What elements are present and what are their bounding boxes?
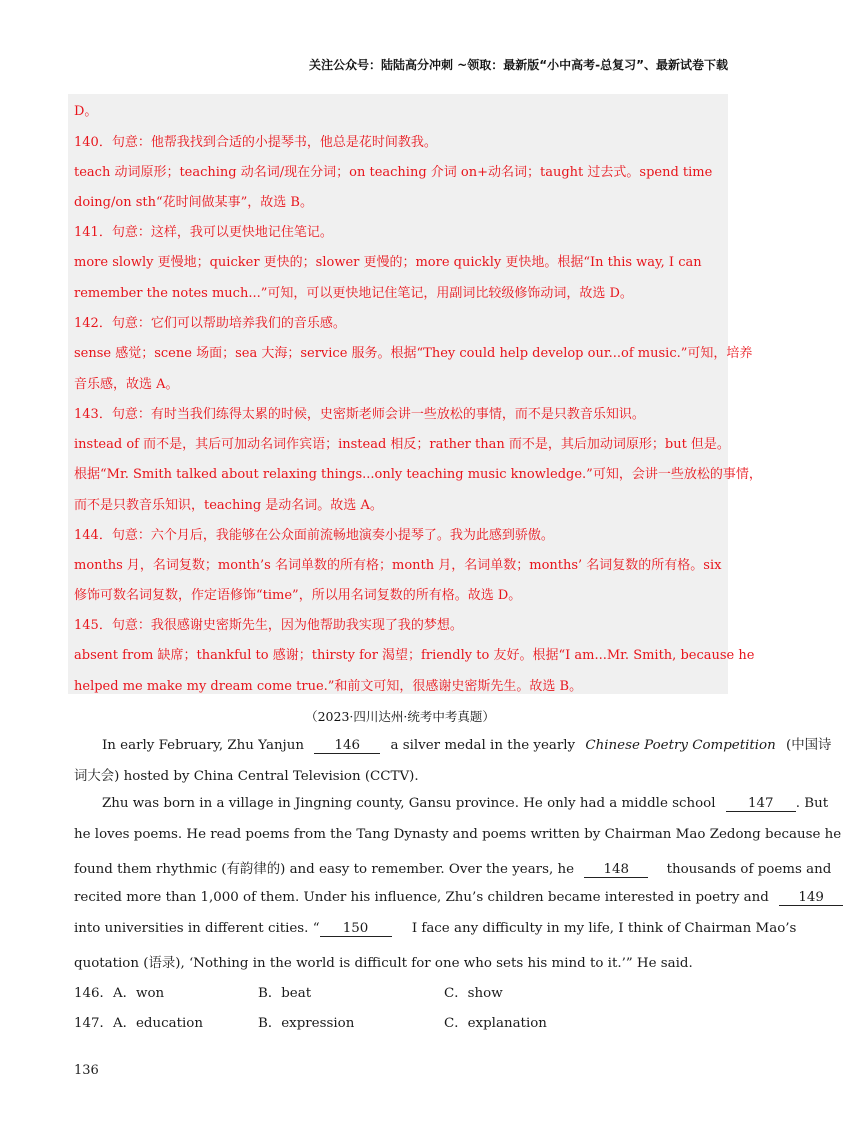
answer-line: remember the notes much...”可知，可以更快地记住笔记，用副词比较级修饰动词，故选 D。 [74, 286, 633, 301]
passage-line-8: quotation (语录), ‘Nothing in the world is difficult for one who sets his mind to it.’” He said. [74, 956, 693, 971]
passage-line-1 [102, 734, 831, 754]
answer-line: 143．句意：有时当我们练得太累的时候，史密斯老师会讲一些放松的事情，而不是只教音乐知识。 [74, 407, 645, 422]
answer-line: helped me make my dream come true.”和前文可知，很感谢史密斯先生。故选 B。 [74, 679, 583, 694]
blank-148: 148 [584, 862, 648, 878]
passage-text: found them rhythmic (有韵律的) and easy to remember. Over the years, he [74, 862, 575, 877]
passage-text: In early February, Zhu Yanjun [102, 738, 304, 753]
answer-line: absent from 缺席；thankful to 感谢；thirsty for 渴望；friendly to 友好。根据“I am...Mr. Smith, because he [74, 648, 755, 663]
blank-150: 150 [320, 921, 392, 937]
answer-line: 修饰可数名词复数，作定语修饰“time”，所以用名词复数的所有格。故选 D。 [74, 588, 522, 603]
answer-line: more slowly 更慢地；quicker 更快的；slower 更慢的；more quickly 更快地。根据“In this way, I can [74, 255, 702, 270]
passage-text: into universities in different cities. “ [74, 921, 320, 936]
option-b[interactable]: B．beat [258, 986, 312, 1001]
answer-line: 142．句意：它们可以帮助培养我们的音乐感。 [74, 316, 346, 331]
blank-149: 149 [779, 890, 843, 906]
blank-146: 146 [314, 738, 380, 754]
passage-line-3 [102, 796, 828, 812]
answer-line: months 月，名词复数；month’s 名词单数的所有格；month 月，名词单数；months’ 名词复数的所有格。six [74, 558, 722, 573]
passage-line-7 [74, 921, 796, 937]
answer-line: 而不是只教音乐知识，teaching 是动名词。故选 A。 [74, 498, 383, 513]
exam-source: （2023·四川达州·统考中考真题） [305, 709, 495, 724]
answer-explanations-block [68, 94, 728, 694]
passage-text: thousands of poems and [666, 862, 832, 877]
answer-line: 音乐感，故选 A。 [74, 377, 179, 392]
answer-line: doing/on sth“花时间做某事”，故选 B。 [74, 195, 313, 210]
passage-line-5 [74, 858, 831, 878]
answer-line: teach 动词原形；teaching 动名词/现在分词；on teaching 介词 on+动名词；taught 过去式。spend time [74, 165, 713, 180]
answer-line: sense 感觉；scene 场面；sea 大海；service 服务。根据“They could help develop our...of music.”可知，培养 [74, 346, 753, 361]
competition-name: Chinese Poetry Competition [585, 738, 776, 753]
answer-line: instead of 而不是，其后可加动名词作宾语；instead 相反；rather than 而不是，其后加动词原形；but 但是。 [74, 437, 730, 452]
answer-line: 145．句意：我很感谢史密斯先生，因为他帮助我实现了我的梦想。 [74, 618, 463, 633]
blank-147: 147 [726, 796, 796, 812]
passage-line-6 [74, 890, 843, 906]
passage-line-2: 词大会) hosted by China Central Television (CCTV). [74, 769, 419, 784]
passage-line-4: he loves poems. He read poems from the Tang Dynasty and poems written by Chairman Mao Zedong because he [74, 827, 842, 842]
passage-text: recited more than 1,000 of them. Under his influence, Zhu’s children became interested in poetry and [74, 890, 769, 905]
option-b[interactable]: B．expression [258, 1016, 355, 1031]
option-c[interactable]: C．show [444, 986, 503, 1001]
answer-line: 141．句意：这样，我可以更快地记住笔记。 [74, 225, 333, 240]
page-header: 关注公众号：陆陆高分冲刺 ~领取：最新版“小中高考-总复习”、最新试卷下载 [309, 58, 728, 72]
option-a[interactable]: 147．A．education [74, 1016, 203, 1031]
answer-line: 144．句意：六个月后，我能够在公众面前流畅地演奏小提琴了。我为此感到骄傲。 [74, 528, 554, 543]
answer-line: 140．句意：他帮我找到合适的小提琴书，他总是花时间教我。 [74, 135, 437, 150]
option-c[interactable]: C．explanation [444, 1016, 547, 1031]
answer-line: 根据“Mr. Smith talked about relaxing things...only teaching music knowledge.”可知，会讲一些放松的事情， [74, 467, 762, 482]
passage-text: Zhu was born in a village in Jingning county, Gansu province. He only had a middle school [102, 796, 716, 811]
passage-text: a silver medal in the yearly [390, 738, 576, 753]
option-a[interactable]: 146．A．won [74, 986, 165, 1001]
passage-text: I face any difficulty in my life, I think of Chairman Mao’s [411, 921, 797, 936]
passage-text: . But [795, 796, 829, 811]
passage-text: (中国诗 [785, 738, 832, 753]
answer-line: D。 [74, 104, 98, 119]
page-number: 136 [74, 1063, 99, 1078]
